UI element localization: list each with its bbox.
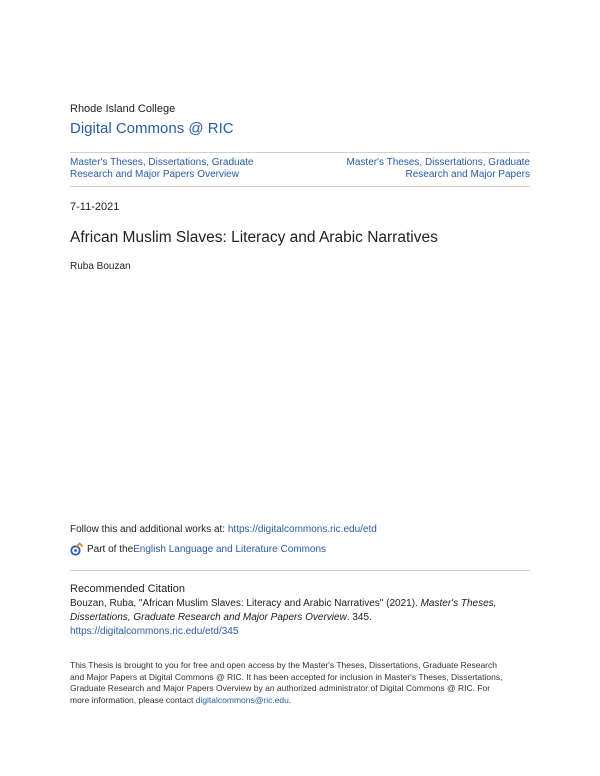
english-commons-link[interactable]: English Language and Literature Commons bbox=[133, 543, 327, 555]
divider-citation bbox=[70, 570, 530, 571]
collection-papers-link[interactable]: Master's Theses, Dissertations, Graduate Research and Major Papers bbox=[346, 157, 530, 180]
citation-url-link[interactable]: https://digitalcommons.ric.edu/etd/345 bbox=[70, 626, 239, 637]
follow-line: Follow this and additional works at: https://digitalcommons.ric.edu/etd bbox=[70, 524, 377, 535]
contact-email-link[interactable]: digitalcommons@ric.edu bbox=[195, 694, 289, 705]
open-access-icon bbox=[70, 542, 84, 556]
part-of-line: Part of the English Language and Literature Commons bbox=[70, 542, 326, 556]
repository-link[interactable]: Digital Commons @ RIC bbox=[70, 120, 234, 137]
citation-heading: Recommended Citation bbox=[70, 583, 185, 595]
collection-overview-link[interactable]: Master's Theses, Dissertations, Graduate Research and Major Papers Overview bbox=[70, 157, 254, 180]
publication-date: 7-11-2021 bbox=[70, 201, 120, 213]
document-title: African Muslim Slaves: Literacy and Arabic Narratives bbox=[70, 229, 438, 246]
citation-text: Bouzan, Ruba, "African Muslim Slaves: Literacy and Arabic Narratives" (2021). Master's Theses, Dissertations, Graduate Research and Major Papers Overview. 345. https://digitalcommons.ric.edu/etd/345 bbox=[70, 598, 497, 637]
divider-top bbox=[70, 152, 530, 153]
author-name: Ruba Bouzan bbox=[70, 261, 131, 272]
cover-page bbox=[70, 0, 530, 776]
access-statement: This Thesis is brought to you for free and open access by the Master's Theses, Dissertations, Graduate Research and Major Papers at Digital Commons @ RIC. It has been accepted for inclusion in Master's Theses, Dissertations, Graduate Research and Major Papers Overview by an authorized administrator of Digital Commons @ RIC. For more information, please contact digitalcommons@ric.edu. bbox=[70, 660, 503, 705]
institution-name: Rhode Island College bbox=[70, 103, 176, 115]
divider-collections bbox=[70, 186, 530, 187]
follow-url-link[interactable]: https://digitalcommons.ric.edu/etd bbox=[227, 524, 377, 535]
